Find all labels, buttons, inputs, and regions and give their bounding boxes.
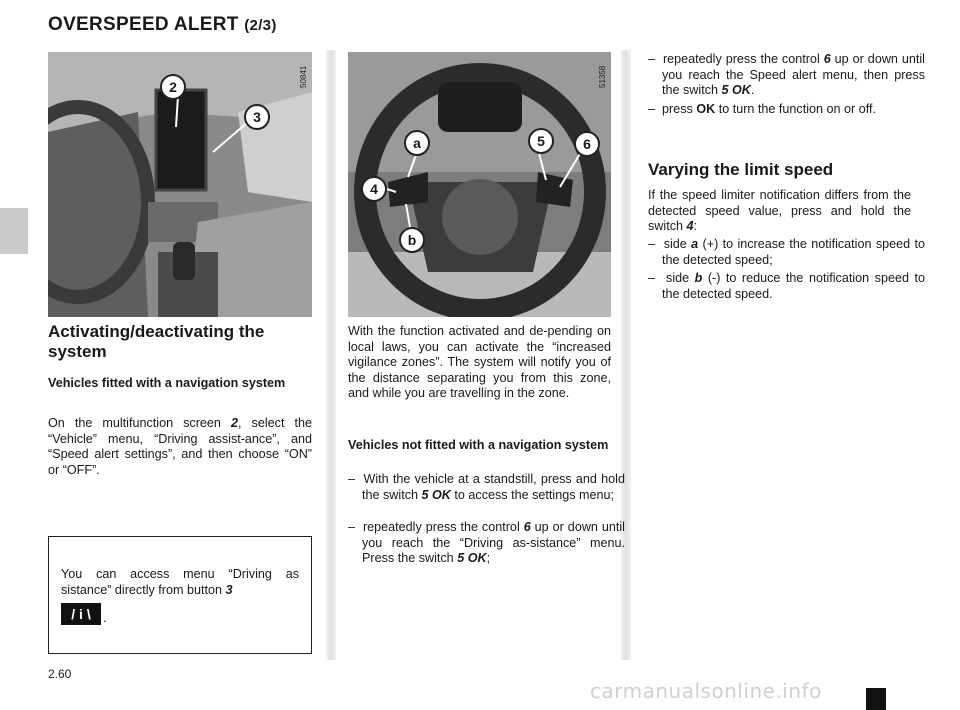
callout-b: b — [399, 227, 425, 253]
note-text: You can access menu “Driving as sistance” directly from button 3 — [61, 567, 299, 597]
section-tab — [0, 208, 28, 254]
paragraph: With the function activated and de-pending on local laws, you can activate the “increased vigilance zones”. The system will notify you of the distance separating you from this zone, and while you are travelling in the zone. — [348, 324, 611, 400]
section-heading: Activating/deactivating the system — [48, 322, 265, 361]
note-punct: . — [103, 611, 107, 625]
callout-2: 2 — [160, 74, 186, 100]
dashboard-photo — [48, 52, 312, 317]
column-divider — [326, 50, 336, 660]
steering-wheel-photo — [348, 52, 611, 317]
corner-mark — [866, 688, 886, 710]
page-title: OVERSPEED ALERT (2/3) — [48, 14, 277, 35]
page-number: 2.60 — [48, 667, 72, 681]
subheading: Vehicles not fitted with a navigation system — [348, 438, 609, 452]
list-item: – repeatedly press the control 6 up or down until you reach the “Driving as-sistance” menu. Press the switch 5 OK; — [348, 520, 625, 565]
callout-4: 4 — [361, 176, 387, 202]
list-item: – repeatedly press the control 6 up or down until you reach the Speed alert menu, then press the switch 5 OK. — [648, 52, 925, 97]
callout-6: 6 — [574, 131, 600, 157]
watermark: carmanualsonline.info — [590, 679, 822, 703]
paragraph: On the multifunction screen 2, select the “Vehicle” menu, “Driving assist-ance”, and “Speed alert settings”, and then choose “ON” or “OFF”. — [48, 416, 312, 477]
list-item: – side a (+) to increase the notification speed to the detected speed; — [648, 237, 925, 267]
paragraph: If the speed limiter notification differs from the detected speed value, press and hold the switch 4: — [648, 188, 911, 233]
image-ref: 50841 — [299, 65, 308, 88]
column-divider — [621, 50, 631, 660]
callout-5: 5 — [528, 128, 554, 154]
driving-assistance-button-icon: / i \ — [61, 603, 101, 625]
section-heading: Varying the limit speed — [648, 160, 834, 179]
callout-3: 3 — [244, 104, 270, 130]
list-item: – With the vehicle at a standstill, press and hold the switch 5 OK to access the settings menu; — [348, 472, 625, 502]
subheading: Vehicles fitted with a navigation system — [48, 376, 286, 390]
list-item: – press OK to turn the function on or off. — [648, 102, 876, 116]
note-box — [48, 536, 312, 654]
image-ref: 51358 — [598, 65, 607, 88]
list-item: – side b (-) to reduce the notification speed to the detected speed. — [648, 271, 925, 301]
callout-a: a — [404, 130, 430, 156]
